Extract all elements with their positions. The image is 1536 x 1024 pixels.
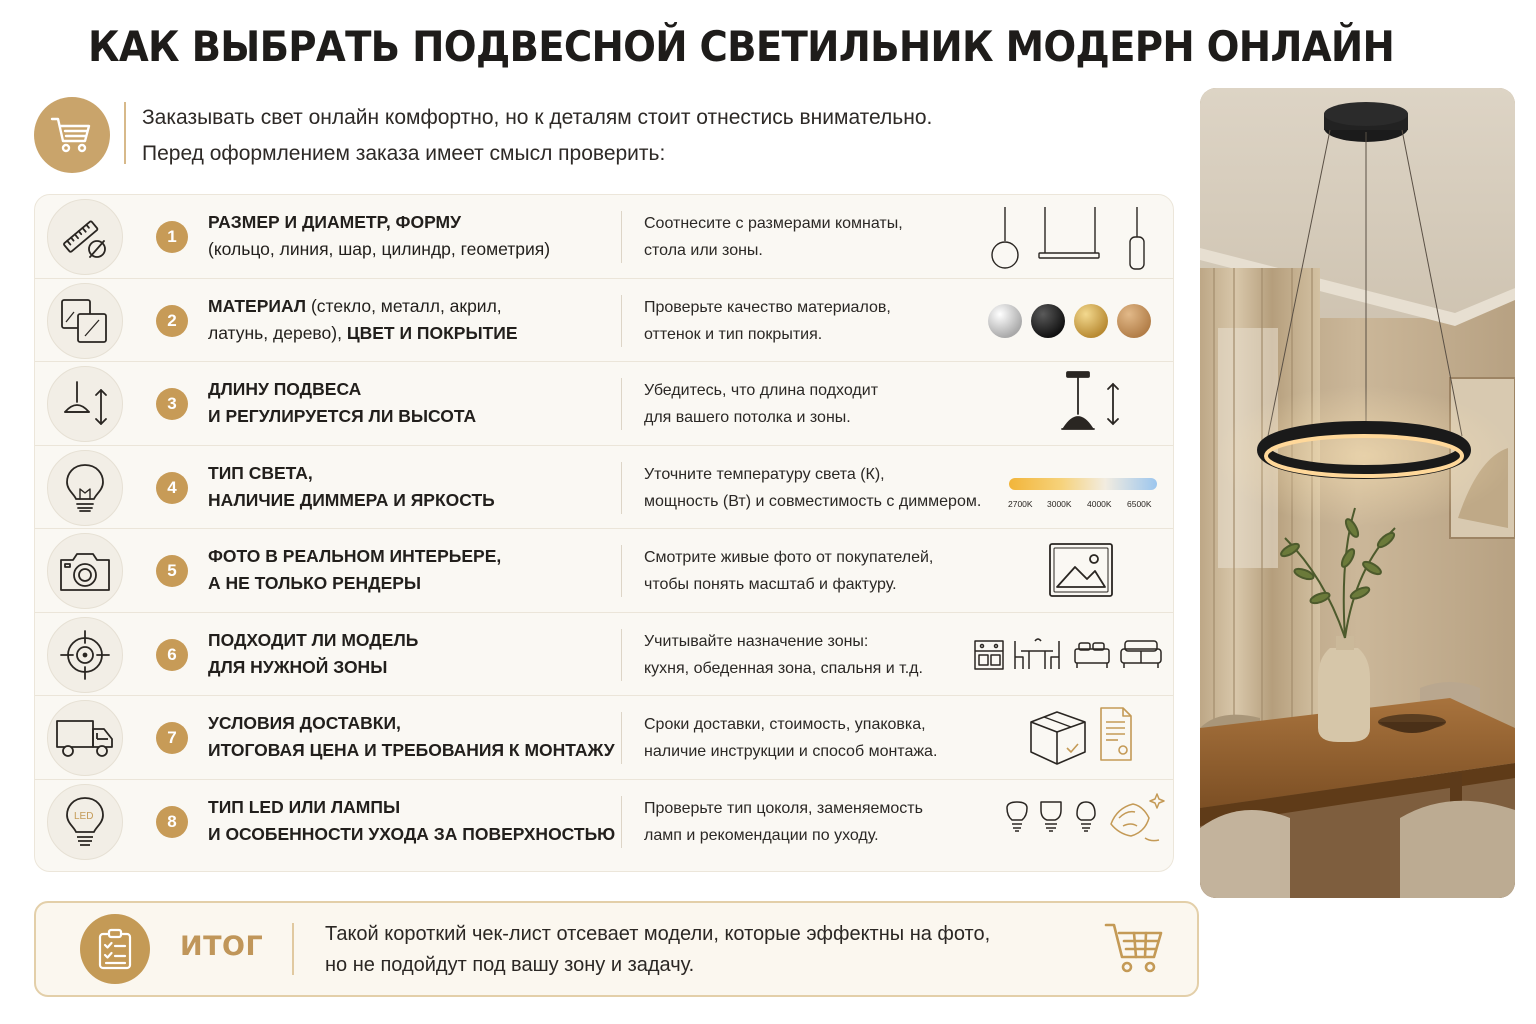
camera-icon [47, 533, 123, 609]
item-title [208, 543, 618, 597]
led-bulb-icon [47, 784, 123, 860]
checklist-item [35, 613, 1173, 697]
item-description [644, 711, 1014, 765]
delivery-truck-icon [47, 700, 123, 776]
bulb-icon [1077, 802, 1095, 831]
item-title-bold: ТИП LED ИЛИ ЛАМПЫ [208, 796, 401, 817]
item-title [208, 293, 618, 347]
material-swatches-icon [47, 283, 123, 359]
item-desc-line: мощность (Вт) и совместимость с диммером. [644, 492, 982, 510]
checklist-item [35, 529, 1173, 613]
room-zones-icon [969, 613, 1165, 696]
checklist [34, 194, 1174, 872]
item-desc-line: кухня, обеденная зона, спальня и т.д. [644, 659, 923, 677]
kelvin-label: 2700K [1008, 498, 1033, 509]
shopping-cart-icon [34, 97, 110, 173]
item-title-bold: ИТОГОВАЯ ЦЕНА И ТРЕБОВАНИЯ К МОНТАЖУ [208, 740, 615, 760]
item-divider [621, 545, 622, 597]
item-title [208, 710, 618, 764]
shopping-cart-icon [1104, 919, 1166, 982]
item-divider [621, 796, 622, 848]
item-number: 7 [156, 722, 188, 754]
item-title-detail: (стекло, металл, акрил, [306, 295, 502, 316]
checklist-item [35, 195, 1173, 279]
item-desc-line: стола или зоны. [644, 242, 763, 259]
item-title [208, 376, 618, 430]
item-description [644, 628, 1014, 682]
pendant-shapes-icon [983, 195, 1163, 278]
item-title-bold: И РЕГУЛИРУЕТСЯ ЛИ ВЫСОТА [208, 406, 477, 426]
page-title: КАК ВЫБРАТЬ ПОДВЕСНОЙ СВЕТИЛЬНИК МОДЕРН ОНЛАЙН [88, 22, 1395, 71]
item-number: 8 [156, 806, 188, 838]
item-description [644, 795, 1014, 849]
item-desc-line: Убедитесь, что длина подходит [644, 382, 879, 399]
summary-label: ИТОГ [180, 931, 264, 962]
material-color-swatches [985, 279, 1165, 362]
bulb-icon [1041, 802, 1061, 831]
item-title-bold: И ОСОБЕННОСТИ УХОДА ЗА ПОВЕРХНОСТЬЮ [208, 823, 616, 844]
item-desc-line: Проверьте качество материалов, [644, 298, 891, 316]
intro-line-2: Перед оформлением заказа имеет смысл проверить: [142, 142, 666, 165]
cleaning-hand-icon [1111, 794, 1164, 841]
box-and-document-icon [1025, 696, 1145, 779]
swatch-black [1031, 304, 1065, 338]
led-label: LED [74, 810, 94, 822]
item-divider [621, 629, 622, 681]
item-desc-line: Учитывайте назначение зоны: [644, 632, 869, 650]
summary-line: Такой короткий чек-лист отсевает модели, которые эффектны на фото, [325, 923, 991, 945]
item-number: 2 [156, 305, 188, 337]
color-temperature-bar [1009, 478, 1157, 490]
item-divider [621, 295, 622, 347]
item-title [208, 209, 618, 263]
item-title-bold: ПОДХОДИТ ЛИ МОДЕЛЬ [208, 629, 419, 650]
item-number: 1 [156, 221, 188, 253]
adjustable-pendant-icon [1053, 362, 1133, 445]
kitchen-icon [975, 641, 1003, 669]
item-divider [621, 712, 622, 764]
item-title-bold: ДЛЯ НУЖНОЙ ЗОНЫ [208, 656, 388, 677]
item-description [644, 461, 1024, 515]
item-title-bold: УСЛОВИЯ ДОСТАВКИ, [208, 713, 401, 733]
item-title-bold: ЦВЕТ И ПОКРЫТИЕ [346, 322, 518, 343]
checklist-item [35, 696, 1173, 780]
intro-text [142, 100, 1182, 172]
item-description [644, 377, 1014, 431]
item-desc-line: Сроки доставки, стоимость, упаковка, [644, 716, 926, 733]
item-description [644, 544, 1014, 598]
checklist-item [35, 362, 1173, 446]
item-title-detail: латунь, дерево), [208, 322, 347, 343]
item-title-bold: ДЛИНУ ПОДВЕСА [208, 379, 362, 399]
light-bulb-icon [47, 450, 123, 526]
color-temperature-scale [1008, 446, 1160, 529]
item-desc-line: оттенок и тип покрытия. [644, 325, 823, 343]
item-title-bold: А НЕ ТОЛЬКО РЕНДЕРЫ [208, 573, 422, 593]
item-title-bold: МАТЕРИАЛ [208, 295, 307, 316]
pendant-height-icon [47, 366, 123, 442]
ruler-diameter-icon [47, 199, 123, 275]
item-desc-line: для вашего потолка и зоны. [644, 409, 851, 426]
bed-icon [1075, 643, 1109, 668]
sofa-icon [1121, 641, 1161, 668]
item-divider [621, 378, 622, 430]
item-title-bold: РАЗМЕР И ДИАМЕТР, ФОРМУ [208, 212, 462, 232]
kelvin-label: 3000K [1047, 498, 1072, 509]
item-title-bold: НАЛИЧИЕ ДИММЕРА И ЯРКОСТЬ [208, 489, 495, 510]
target-icon [47, 617, 123, 693]
item-number: 4 [156, 472, 188, 504]
item-divider [621, 211, 622, 263]
item-desc-line: Соотнесите с размерами комнаты, [644, 215, 903, 232]
swatch-wood [1117, 304, 1151, 338]
item-number: 3 [156, 388, 188, 420]
item-title [208, 627, 618, 681]
item-desc-line: чтобы понять масштаб и фактуру. [644, 576, 897, 593]
item-number: 5 [156, 555, 188, 587]
item-divider [621, 462, 622, 514]
item-desc-line: Проверьте тип цоколя, заменяемость [644, 799, 923, 817]
swatch-silver [988, 304, 1022, 338]
checklist-item [35, 446, 1173, 530]
intro-line-1: Заказывать свет онлайн комфортно, но к деталям стоит отнестись внимательно. [142, 106, 933, 129]
kelvin-label: 4000K [1087, 498, 1112, 509]
kelvin-label: 6500K [1127, 498, 1152, 509]
item-title-detail: (кольцо, линия, шар, цилиндр, геометрия) [208, 239, 551, 259]
item-title [208, 460, 618, 514]
summary-box [34, 901, 1199, 997]
summary-divider [292, 923, 294, 975]
checklist-item [35, 279, 1173, 363]
image-icon [1047, 529, 1117, 612]
item-desc-line: наличие инструкции и способ монтажа. [644, 743, 938, 760]
checklist-item [35, 780, 1173, 864]
dining-room-ring-pendant-photo [1200, 88, 1515, 898]
summary-text [325, 919, 1065, 981]
item-description [644, 294, 1014, 348]
item-title-bold: ФОТО В РЕАЛЬНОМ ИНТЕРЬЕРЕ, [208, 546, 502, 566]
bulbs-and-cleaning-icon [1001, 780, 1169, 863]
item-title-bold: ТИП СВЕТА, [208, 462, 313, 483]
checklist-icon [80, 914, 150, 984]
item-description [644, 210, 1014, 264]
item-number: 6 [156, 639, 188, 671]
bulb-icon [1007, 802, 1027, 831]
item-title [208, 794, 628, 848]
item-desc-line: Уточните температуру света (К), [644, 465, 885, 483]
item-desc-line: Смотрите живые фото от покупателей, [644, 549, 934, 566]
item-desc-line: ламп и рекомендации по уходу. [644, 826, 879, 844]
swatch-brass [1074, 304, 1108, 338]
dining-icon [1015, 639, 1059, 669]
intro-divider [124, 102, 126, 164]
summary-line: но не подойдут под вашу зону и задачу. [325, 954, 695, 976]
